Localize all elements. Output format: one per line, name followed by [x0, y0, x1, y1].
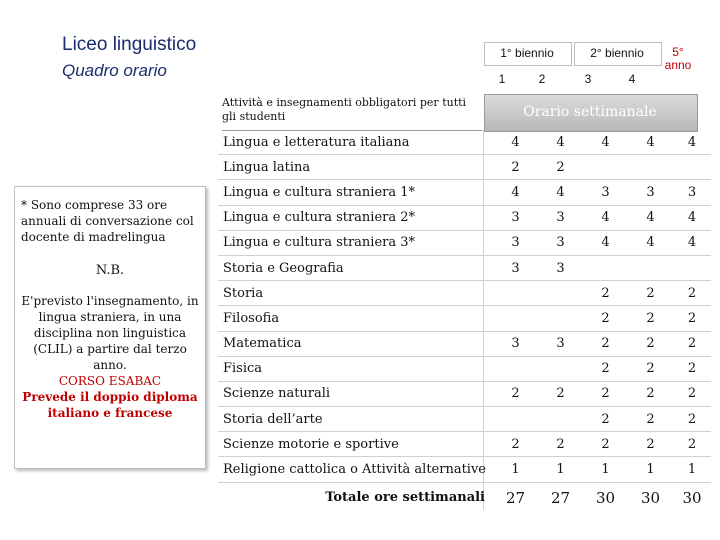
hours-cell: 2 — [673, 407, 711, 432]
hours-cell — [583, 155, 628, 180]
hours-cell: 3 — [493, 230, 538, 255]
year-4-label: 4 — [628, 72, 636, 86]
hours-cell: 2 — [673, 306, 711, 331]
subject-name: Storia dell’arte — [218, 407, 493, 432]
hours-cell — [493, 356, 538, 381]
anno5-label-2: anno — [664, 58, 692, 72]
subject-name: Religione cattolica o Attività alternative — [218, 457, 493, 482]
hours-cell: 2 — [538, 381, 583, 406]
hours-cell: 4 — [538, 130, 583, 155]
hours-cell: 4 — [583, 130, 628, 155]
table-row — [218, 155, 711, 180]
hours-cell: 2 — [538, 432, 583, 457]
page-subtitle: Quadro orario — [62, 61, 167, 80]
hours-cell: 2 — [673, 281, 711, 306]
hours-cell: 2 — [583, 432, 628, 457]
subject-name: Lingua e cultura straniera 1* — [218, 180, 493, 205]
hours-cell: 2 — [673, 432, 711, 457]
subject-name: Lingua e cultura straniera 2* — [218, 205, 493, 230]
hours-cell: 3 — [583, 180, 628, 205]
hours-cell — [493, 281, 538, 306]
totals-label: Totale ore settimanali — [325, 490, 485, 506]
hours-cell: 3 — [538, 205, 583, 230]
clil-note: E'previsto l'insegnamento, in lingua straniera, in una disciplina non linguistica (CLIL) a partire dal terzo anno. — [21, 294, 199, 372]
anno5-label-1: 5° — [672, 45, 684, 59]
orario-header-label: Orario settimanale — [523, 104, 657, 120]
hours-cell: 2 — [493, 381, 538, 406]
hours-cell — [628, 255, 673, 280]
table-row — [218, 281, 711, 306]
hours-cell: 4 — [493, 180, 538, 205]
subject-name: Scienze motorie e sportive — [218, 432, 493, 457]
hours-cell: 2 — [628, 432, 673, 457]
hours-cell — [493, 407, 538, 432]
side-note-text — [19, 293, 201, 421]
hours-cell: 1 — [493, 457, 538, 482]
table-row — [218, 180, 711, 205]
schedule-table — [218, 130, 711, 513]
hours-cell: 2 — [628, 356, 673, 381]
attivita-header: Attività e insegnamenti obbligatori per tutti gli studenti — [222, 96, 482, 131]
total-hours-cell: 27 — [505, 488, 526, 507]
hours-cell: 4 — [583, 230, 628, 255]
hours-cell: 4 — [673, 205, 711, 230]
hours-cell — [673, 155, 711, 180]
hours-cell: 2 — [628, 407, 673, 432]
year-3-label: 3 — [584, 72, 592, 86]
hours-cell: 2 — [673, 381, 711, 406]
biennio1-label: 1° biennio — [500, 46, 554, 60]
hours-cell: 2 — [583, 306, 628, 331]
hours-cell — [583, 255, 628, 280]
total-hours-cell: 27 — [550, 488, 571, 507]
hours-cell: 2 — [493, 155, 538, 180]
hours-cell: 4 — [673, 230, 711, 255]
subject-name: Filosofia — [218, 306, 493, 331]
hours-cell: 1 — [628, 457, 673, 482]
table-row — [218, 306, 711, 331]
table-row — [218, 205, 711, 230]
hours-cell: 1 — [583, 457, 628, 482]
table-row — [218, 255, 711, 280]
year-2-label: 2 — [538, 72, 546, 86]
hours-cell: 1 — [538, 457, 583, 482]
table-row — [218, 432, 711, 457]
hours-cell: 2 — [583, 381, 628, 406]
nb-label: N.B. — [95, 263, 125, 278]
hours-cell: 3 — [493, 331, 538, 356]
subject-name: Lingua latina — [218, 155, 493, 180]
hours-cell: 3 — [538, 230, 583, 255]
hours-cell: 3 — [538, 331, 583, 356]
hours-cell: 2 — [583, 356, 628, 381]
hours-cell: 3 — [493, 255, 538, 280]
totals-row — [218, 482, 711, 513]
hours-cell: 4 — [628, 205, 673, 230]
hours-cell: 2 — [628, 281, 673, 306]
table-row — [218, 130, 711, 155]
total-hours-cell: 30 — [640, 488, 661, 507]
hours-cell: 1 — [673, 457, 711, 482]
table-row — [218, 381, 711, 406]
subject-name: Scienze naturali — [218, 381, 493, 406]
hours-cell: 4 — [628, 230, 673, 255]
page-title: Liceo linguistico — [62, 34, 197, 55]
hours-cell: 2 — [673, 331, 711, 356]
hours-cell: 3 — [673, 180, 711, 205]
subject-name: Matematica — [218, 331, 493, 356]
esabac-note: Prevede il doppio diploma italiano e francese — [22, 390, 198, 420]
total-hours-cell: 30 — [682, 488, 702, 507]
hours-cell — [538, 356, 583, 381]
table-row — [218, 230, 711, 255]
subject-name: Storia e Geografia — [218, 255, 493, 280]
hours-cell: 2 — [628, 306, 673, 331]
hours-cell: 2 — [538, 155, 583, 180]
year-1-label: 1 — [498, 72, 506, 86]
total-hours-cell: 30 — [595, 488, 616, 507]
conversation-note: * Sono comprese 33 ore annuali di conversazione col docente di madrelingua — [21, 198, 194, 244]
side-note-box — [14, 186, 206, 469]
hours-cell: 2 — [583, 407, 628, 432]
hours-cell: 2 — [493, 432, 538, 457]
hours-cell: 4 — [493, 130, 538, 155]
subject-name: Lingua e letteratura italiana — [218, 130, 493, 155]
hours-cell: 2 — [583, 331, 628, 356]
hours-cell — [628, 155, 673, 180]
hours-cell: 2 — [583, 281, 628, 306]
hours-cell: 3 — [538, 255, 583, 280]
table-row — [218, 407, 711, 432]
table-row — [218, 356, 711, 381]
esabac-label: CORSO ESABAC — [58, 374, 162, 388]
hours-cell — [538, 281, 583, 306]
subject-name: Fisica — [218, 356, 493, 381]
hours-cell: 4 — [628, 130, 673, 155]
hours-cell: 3 — [628, 180, 673, 205]
hours-cell: 2 — [628, 381, 673, 406]
table-row — [218, 457, 711, 482]
hours-cell: 2 — [673, 356, 711, 381]
hours-cell: 4 — [673, 130, 711, 155]
hours-cell: 2 — [628, 331, 673, 356]
hours-cell — [538, 407, 583, 432]
hours-cell — [493, 306, 538, 331]
table-row — [218, 331, 711, 356]
biennio2-label: 2° biennio — [590, 46, 644, 60]
subject-name: Storia — [218, 281, 493, 306]
hours-cell: 4 — [538, 180, 583, 205]
hours-cell — [538, 306, 583, 331]
hours-cell: 4 — [583, 205, 628, 230]
hours-cell — [673, 255, 711, 280]
hours-cell: 3 — [493, 205, 538, 230]
subject-name: Lingua e cultura straniera 3* — [218, 230, 493, 255]
